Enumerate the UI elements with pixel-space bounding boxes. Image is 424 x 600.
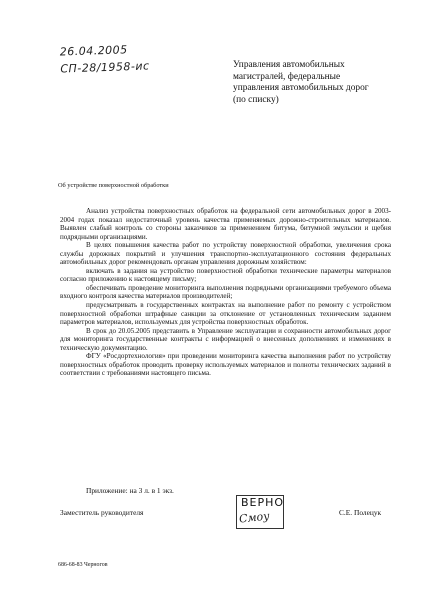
body-paragraph: Анализ устройства поверхностных обработок на федеральной сети автомобильных дорог в 2003-2004 годах показал недостаточный уровень качества применяемых дорожно-строительных материалов. Выявлен слабый контроль со стороны заказчиков за применением битума, битумной эмульсии и щебня подрядными организациями. [60, 207, 391, 241]
verification-stamp [236, 495, 284, 529]
addressee-block [233, 60, 413, 106]
attachment-note: Приложение: на 3 л. в 1 экз. [86, 486, 174, 495]
addressee-line: магистралей, федеральные [233, 71, 341, 82]
signatory-name: С.Е. Полецук [339, 508, 382, 517]
addressee-line: управления автомобильных дорог [233, 83, 369, 93]
subject-line: Об устройстве поверхностной обработки [58, 182, 169, 189]
letter-body [60, 207, 391, 378]
body-paragraph: включать в задания на устройство поверхностной обработки технические параметры материалов согласно приложению к настоящему письму; [60, 266, 391, 284]
body-paragraph: В срок до 20.05.2005 представить в Управление эксплуатации и сохранности автомобильных дорог для мониторинга государственные контракты с информацией о внесенных дополнениях и изменениях в техническую документацию. [60, 326, 391, 352]
body-paragraph: обеспечивать проведение мониторинга выполнения подрядными организациями требуемого объема входного контроля качества материалов производителей; [60, 283, 391, 301]
body-paragraph: предусматривать в государственных контрактах на выполнение работ по ремонту с устройством поверхностной обработки штрафные санкции за отклонение от установленных техническим заданием параметров материалов, используемых для устройства поверхностных обработок. [60, 301, 391, 327]
registration-handwriting [59, 40, 149, 77]
addressee-line: Управления автомобильных [233, 60, 345, 70]
registration-date: 26.04.2005 [59, 43, 128, 59]
registration-number: СП-28/1958-ис [60, 59, 150, 76]
body-paragraph: ФГУ «Росдортехнология» при проведении мониторинга качества выполнения работ по устройству поверхностных обработок проводить проверку используемых материалов и полноты технических заданий в соответствии с требованиями настоящего письма. [60, 352, 391, 378]
signatory-position: Заместитель руководителя [60, 508, 144, 517]
body-paragraph: В целях повышения качества работ по устройству поверхностной обработки, увеличения срока службы дорожных покрытий и улучшения транспортно-эксплуатационного состояния федеральных автомобильных дорог рекомендовать органам управления дорожным хозяйством: [60, 241, 391, 267]
addressee-line: (по списку) [233, 94, 279, 105]
stamp-text: ВЕРНО [241, 496, 285, 509]
stamp-handwriting: Смоу [238, 509, 271, 526]
executor-footer: 686-68-83 Черногов [58, 562, 108, 568]
